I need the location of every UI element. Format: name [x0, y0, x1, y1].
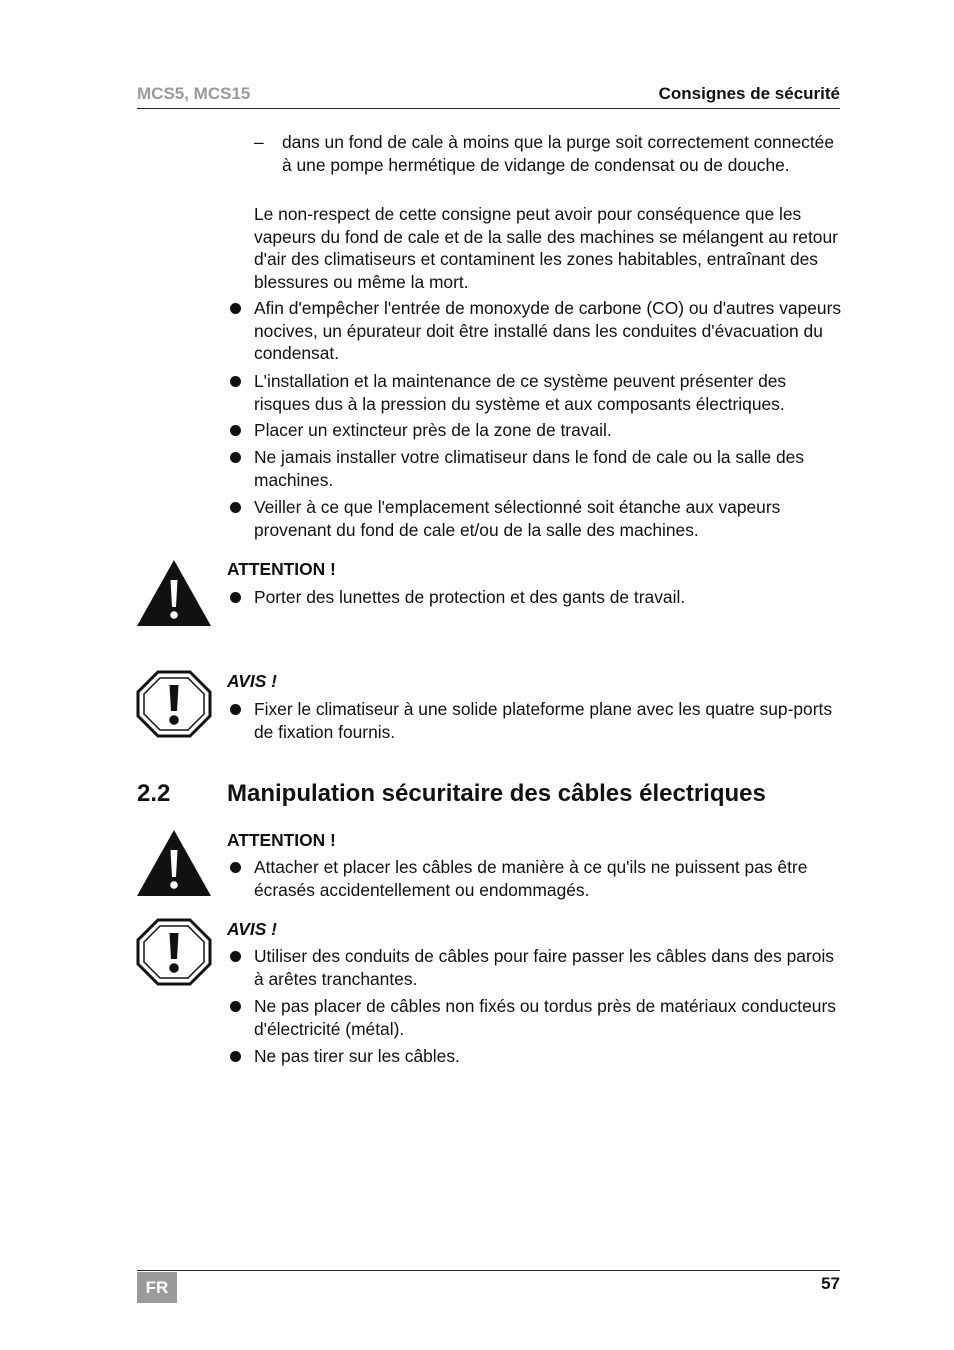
attention-label: ATTENTION ! [227, 830, 336, 850]
header-chapter: Consignes de sécurité [658, 84, 840, 103]
list-item [226, 945, 842, 990]
bullet-icon [230, 502, 241, 513]
warning-paragraph: Le non-respect de cette consigne peut avoir pour conséquence que les vapeurs du fond de cale et de la salle des machines se mélangent au retour d'air des climatiseurs et contaminent les zones habitables, entraînant des blessures ou même la mort. [254, 204, 838, 292]
bullet-icon [230, 592, 241, 603]
header-model: MCS5, MCS15 [137, 84, 251, 103]
list-item [226, 446, 842, 491]
section-number: 2.2 [137, 780, 171, 807]
list-item-text: Afin d'empêcher l'entrée de monoxyde de carbone (CO) ou d'autres vapeurs nocives, un épurateur doit être installé dans les conduites d'évacuation du condensat. [254, 298, 842, 363]
notice-octagon-icon [136, 670, 212, 738]
bullet-icon [230, 1051, 241, 1062]
list-item [226, 586, 842, 609]
list-item [226, 496, 842, 541]
header-divider [137, 108, 840, 109]
bullet-icon [230, 452, 241, 463]
list-item-text: Ne pas placer de câbles non fixés ou tordus près de matériaux conducteurs d'électricité (métal). [254, 996, 836, 1039]
list-item [226, 856, 842, 901]
page-number: 57 [821, 1274, 840, 1293]
dash-list-item [254, 131, 844, 176]
list-item-text: Ne pas tirer sur les câbles. [254, 1046, 460, 1066]
bullet-icon [230, 1001, 241, 1012]
list-item-text: Ne jamais installer votre climatiseur dans le fond de cale ou la salle des machines. [254, 447, 805, 490]
list-item [226, 1045, 842, 1068]
dash-marker: – [254, 132, 264, 152]
bullet-icon [230, 425, 241, 436]
bullet-icon [230, 951, 241, 962]
footer-divider [137, 1270, 840, 1271]
list-item-text: Veiller à ce que l'emplacement sélectionné soit étanche aux vapeurs provenant du fond de cale et/ou de la salle des machines. [254, 497, 781, 540]
bullet-icon [230, 704, 241, 715]
list-item [226, 698, 842, 743]
bullet-icon [230, 303, 241, 314]
list-item [226, 370, 842, 415]
list-item-text: Utiliser des conduits de câbles pour faire passer les câbles dans des parois à arêtes tranchantes. [254, 946, 834, 989]
list-item-text: Fixer le climatiseur à une solide plateforme plane avec les quatre sup-ports de fixation fournis. [254, 699, 833, 742]
section-title: Manipulation sécuritaire des câbles électriques [227, 780, 766, 807]
warning-triangle-icon [136, 829, 212, 897]
dash-item-text: dans un fond de cale à moins que la purge soit correctement connectée à une pompe hermétique de vidange de condensat ou de douche. [282, 132, 835, 175]
notice-octagon-icon [136, 918, 212, 986]
warning-triangle-icon [136, 559, 212, 627]
list-item [226, 297, 842, 365]
avis-label: AVIS ! [227, 919, 277, 939]
list-item-text: Placer un extincteur près de la zone de travail. [254, 420, 612, 440]
attention-label: ATTENTION ! [227, 559, 336, 579]
avis-label: AVIS ! [227, 671, 277, 691]
bullet-icon [230, 862, 241, 873]
list-item [226, 419, 842, 442]
list-item-text: Attacher et placer les câbles de manière à ce qu'ils ne puissent pas être écrasés accidentellement ou endommagés. [254, 857, 808, 900]
list-item-text: L'installation et la maintenance de ce système peuvent présenter des risques dus à la pression du système et aux composants électriques. [254, 371, 787, 414]
list-item-text: Porter des lunettes de protection et des gants de travail. [254, 587, 686, 607]
bullet-icon [230, 376, 241, 387]
language-badge: FR [137, 1272, 177, 1303]
list-item [226, 995, 842, 1040]
